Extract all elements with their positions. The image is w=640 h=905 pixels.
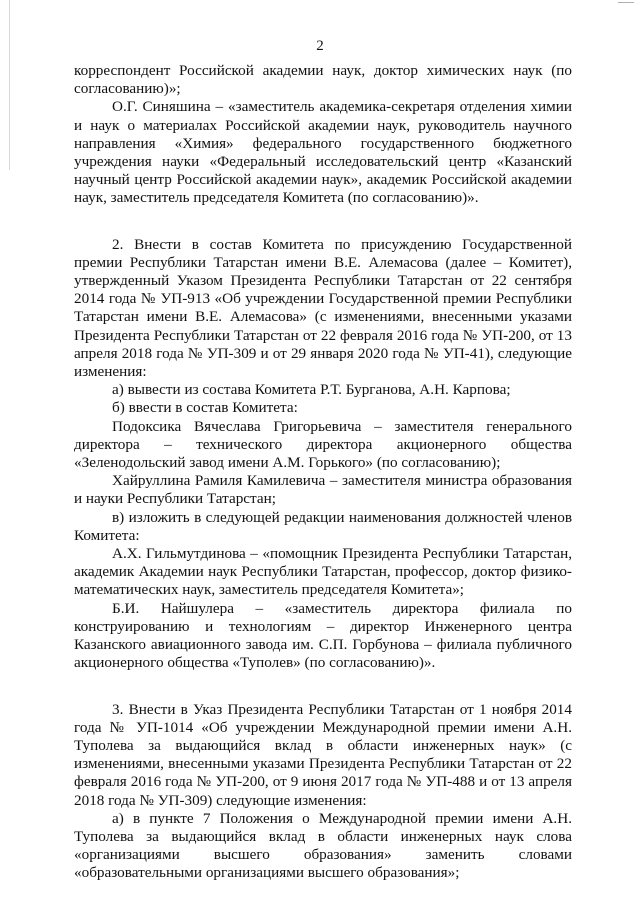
paragraph-item-2v: в) изложить в следующей редакции наименования должностей членов Комитета: xyxy=(74,508,572,544)
paragraph-sinyashina: О.Г. Синяшина – «заместитель академика-секретаря отделения химии и наук о материалах Российской академии наук, руководитель научного направления «Химия» федерального государственного бюджетного учреждения науки «Федеральный исследовательский центр «Казанский научный центр Российской академии наук», академик Российской академии наук, заместитель председателя Комитета (по согласованию)». xyxy=(74,98,572,207)
paragraph-continuation: корреспондент Российской академии наук, доктор химических наук (по согласованию)»; xyxy=(74,62,572,98)
document-body xyxy=(74,62,572,883)
paragraph-item-2b: б) ввести в состав Комитета: xyxy=(112,399,298,417)
paragraph-item-2: 2. Внести в состав Комитета по присуждению Государственной премии Республики Татарстан имени В.Е. Алемасова (далее – Комитет), утвержденный Указом Президента Республики Татарстан от 22 сентября 2014 года № УП-913 «Об учреждении Государственной премии Республики Татарстан имени В.Е. Алемасова» (с изменениями, внесенными указами Президента Республики Татарстан от 22 февраля 2016 года № УП-200, от 13 апреля 2018 года № УП-309 и от 29 января 2020 года № УП-41), следующие изменения: xyxy=(74,235,572,381)
paragraph-podoksik: Подоксика Вячеслава Григорьевича – заместителя генерального директора – технического директора акционерного общества «Зеленодольский завод имени А.М. Горького» (по согласованию); xyxy=(74,417,572,472)
paragraph-naishuler: Б.И. Найшулера – «заместитель директора филиала по конструированию и технологиям – директор Инженерного центра Казанского авиационного завода им. С.П. Горбунова – филиала публичного акционерного общества «Туполев» (по согласованию)». xyxy=(74,599,572,672)
paragraph-khairullin: Хайруллина Рамиля Камилевича – заместителя министра образования и науки Республики Татарстан; xyxy=(74,472,572,508)
paragraph-item-3: 3. Внести в Указ Президента Республики Татарстан от 1 ноября 2014 года № УП-1014 «Об учреждении Международной премии имени А.Н. Туполева за выдающийся вклад в области инженерных наук» (с изменениями, внесенными указами Президента Республики Татарстан от 22 февраля 2016 года № УП-200, от 9 июня 2017 года № УП-488 и от 13 апреля 2018 года № УП-309) следующие изменения: xyxy=(74,700,572,809)
scan-corner-mark xyxy=(618,2,634,3)
paragraph-item-2a: а) вывести из состава Комитета Р.Т. Бурганова, А.Н. Карпова; xyxy=(112,381,511,399)
page-number: 2 xyxy=(316,38,324,54)
paragraph-item-3a: а) в пункте 7 Положения о Международной премии имени А.Н. Туполева за выдающийся вклад в области инженерных наук слова «организациями высшего образования» заменить словами «образовательными организациями высшего образования»; xyxy=(74,809,572,882)
scan-margin-line xyxy=(9,0,10,170)
paragraph-gilmutdinov: А.Х. Гильмутдинова – «помощник Президента Республики Татарстан, академик Академии наук Республики Татарстан, профессор, доктор физико-математических наук, заместитель председателя Комитета»; xyxy=(74,545,572,599)
